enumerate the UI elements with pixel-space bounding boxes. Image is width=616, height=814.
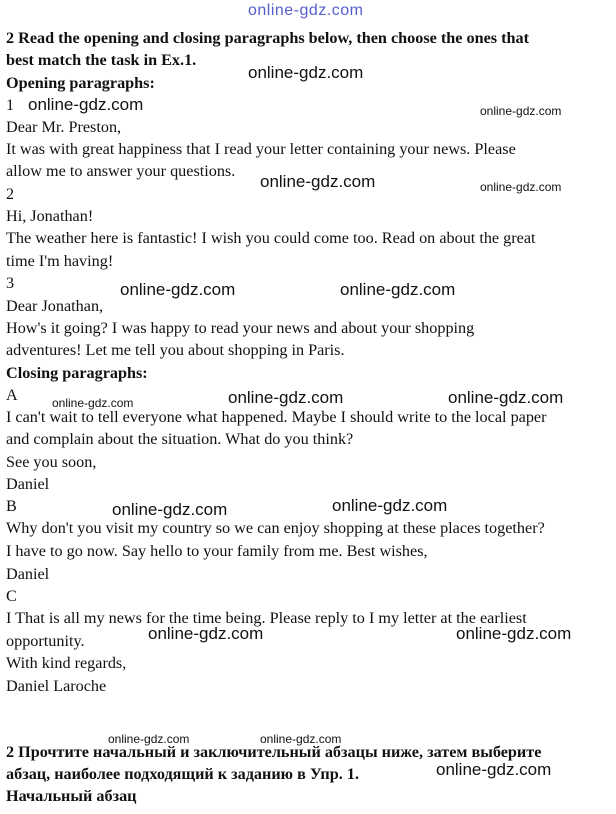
- watermark: online-gdz.com: [480, 104, 562, 118]
- closing-a-line-4: Daniel: [6, 475, 50, 493]
- watermark: online-gdz.com: [148, 624, 264, 643]
- closing-a-line-1: I can't wait to tell everyone what happened. Maybe I should write to the local paper: [6, 408, 547, 426]
- closing-letter-a: A: [6, 386, 18, 404]
- watermark: online-gdz.com: [260, 732, 342, 746]
- closing-c-line-4: Daniel Laroche: [6, 677, 107, 695]
- watermark: online-gdz.com: [28, 95, 144, 114]
- russian-title-line-2: абзац, наиболее подходящий к заданию в Упр. 1.: [6, 765, 360, 783]
- russian-heading: Начальный абзац: [6, 787, 137, 805]
- closing-c-line-2: opportunity.: [6, 632, 85, 650]
- watermark: online-gdz.com: [448, 388, 564, 407]
- task-title-line-1: 2 Read the opening and closing paragraphs below, then choose the ones that: [6, 29, 530, 47]
- watermark: online-gdz.com: [108, 732, 190, 746]
- watermark: online-gdz.com: [480, 180, 562, 194]
- opening-number-1: 1: [6, 96, 15, 114]
- opening-3-line-2: How's it going? I was happy to read your news and about your shopping: [6, 319, 475, 337]
- task-title-line-2: best match the task in Ex.1.: [6, 51, 197, 69]
- closing-c-line-1: I That is all my news for the time being. Please reply to I my letter at the earliest: [6, 609, 527, 627]
- opening-2-line-3: time I'm having!: [6, 252, 114, 270]
- opening-heading: Opening paragraphs:: [6, 74, 155, 92]
- closing-c-line-3: With kind regards,: [6, 654, 127, 672]
- watermark: online-gdz.com: [260, 172, 376, 191]
- opening-number-3: 3: [6, 274, 15, 292]
- opening-2-line-1: Hi, Jonathan!: [6, 207, 94, 225]
- watermark: online-gdz.com: [436, 760, 552, 779]
- closing-letter-b: B: [6, 497, 17, 515]
- watermark: online-gdz.com: [228, 388, 344, 407]
- russian-title-line-1: 2 Прочтите начальный и заключительный абзацы ниже, затем выберите: [6, 743, 542, 761]
- closing-letter-c: C: [6, 587, 17, 605]
- watermark: online-gdz.com: [340, 280, 456, 299]
- watermark: online-gdz.com: [332, 496, 448, 515]
- opening-1-line-3: allow me to answer your questions.: [6, 162, 236, 180]
- watermark: online-gdz.com: [112, 500, 228, 519]
- closing-b-line-1: Why don't you visit my country so we can enjoy shopping at these places together?: [6, 519, 545, 537]
- opening-number-2: 2: [6, 185, 15, 203]
- watermark: online-gdz.com: [120, 280, 236, 299]
- watermark: online-gdz.com: [456, 624, 572, 643]
- closing-b-line-3: Daniel: [6, 565, 50, 583]
- opening-2-line-2: The weather here is fantastic! I wish you could come too. Read on about the great: [6, 229, 536, 247]
- closing-a-line-3: See you soon,: [6, 453, 97, 471]
- opening-1-line-1: Dear Mr. Preston,: [6, 118, 122, 136]
- closing-b-line-2: I have to go now. Say hello to your family from me. Best wishes,: [6, 542, 428, 560]
- closing-heading: Closing paragraphs:: [6, 364, 148, 382]
- watermark-top: online-gdz.com: [248, 2, 364, 19]
- opening-1-line-2: It was with great happiness that I read your letter containing your news. Please: [6, 140, 516, 158]
- watermark: online-gdz.com: [248, 63, 364, 82]
- opening-3-line-1: Dear Jonathan,: [6, 297, 104, 315]
- opening-3-line-3: adventures! Let me tell you about shopping in Paris.: [6, 341, 345, 359]
- closing-a-line-2: and complain about the situation. What do you think?: [6, 430, 354, 448]
- watermark: online-gdz.com: [52, 396, 134, 410]
